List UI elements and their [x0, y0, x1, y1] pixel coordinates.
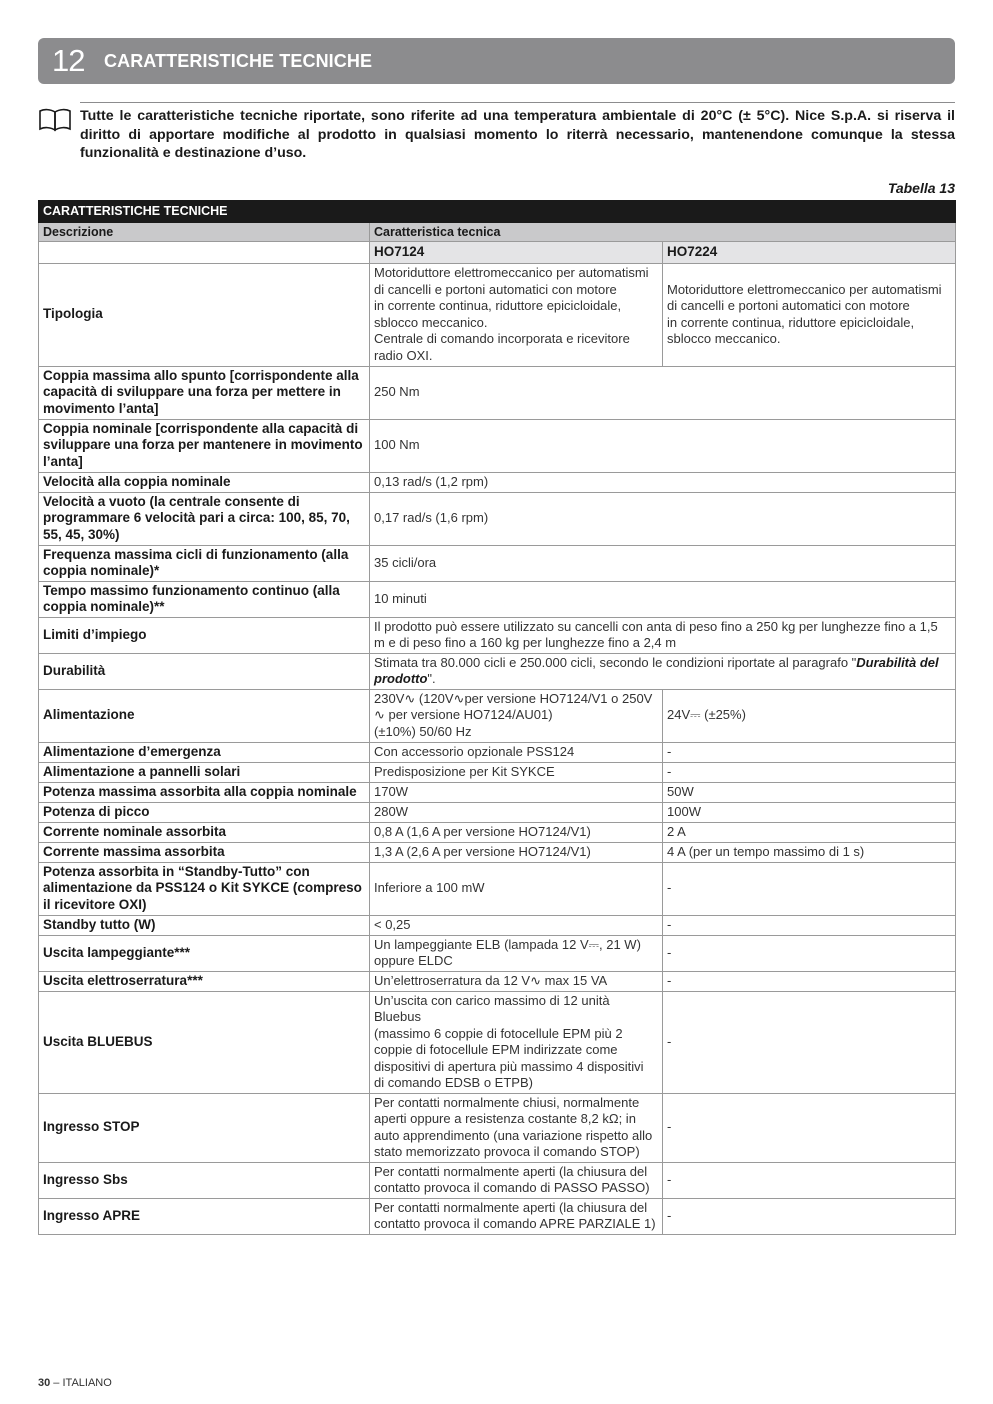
table-row: [39, 991, 956, 1093]
spec-label: Uscita BLUEBUS: [39, 991, 370, 1093]
spec-label: Corrente nominale assorbita: [39, 822, 370, 842]
table-row: [39, 472, 956, 492]
spec-label: Durabilità: [39, 653, 370, 689]
spec-label: Potenza assorbita in “Standby-Tutto” con alimentazione da PSS124 o Kit SYKCE (compreso il ricevitore OXI): [39, 862, 370, 915]
spec-value-ho7224: -: [663, 971, 956, 991]
spec-value-shared: 250 Nm: [370, 366, 956, 419]
spec-value-text: Stimata tra 80.000 cicli e 250.000 cicli, secondo le condizioni riportate al paragrafo ": [374, 654, 857, 670]
table-row: [39, 742, 956, 762]
spec-value-ho7124: 280W: [370, 802, 663, 822]
spec-value-ho7224: -: [663, 762, 956, 782]
column-header-characteristic: Caratteristica tecnica: [370, 222, 956, 242]
table-row: [39, 762, 956, 782]
spec-value-ho7124: Con accessorio opzionale PSS124: [370, 742, 663, 762]
table-row: [39, 842, 956, 862]
column-header-description: Descrizione: [39, 222, 370, 242]
page-number: 30: [38, 1377, 51, 1389]
spec-value-ho7224: 4 A (per un tempo massimo di 1 s): [663, 842, 956, 862]
spec-value-shared: 100 Nm: [370, 419, 956, 472]
spec-value-ho7124: Un’uscita con carico massimo di 12 unità Bluebus (massimo 6 coppie di fotocellule EPM più 2 coppie di fotocellule EPM indirizzate come dispositivi di apertura più massimo 4 dispositivi di comando EDSB o ETPB): [370, 991, 663, 1093]
spec-value-ho7224: 2 A: [663, 822, 956, 842]
spec-value-ho7224: -: [663, 1093, 956, 1162]
table-row: [39, 971, 956, 991]
table-row: [39, 492, 956, 545]
spec-label: Alimentazione: [39, 689, 370, 742]
page-footer: [38, 1377, 112, 1389]
footer-language: ITALIANO: [62, 1377, 112, 1389]
table-caption: Tabella 13: [887, 180, 955, 196]
spec-value-ho7224: -: [663, 1198, 956, 1234]
model-header-ho7124: HO7124: [370, 242, 663, 264]
table-title-row: [39, 201, 956, 223]
table-row: [39, 689, 956, 742]
model-header-blank: [39, 242, 370, 264]
specs-table: [38, 200, 956, 1235]
spec-value-shared: Il prodotto può essere utilizzato su cancelli con anta di peso fino a 250 kg per lunghezze fino a 1,5 m e di peso fino a 160 kg per lunghezze fino a 2,4 m: [370, 617, 956, 653]
table-row: [39, 862, 956, 915]
section-number: 12: [52, 43, 85, 78]
spec-value-shared: 10 minuti: [370, 581, 956, 617]
footer-separator: –: [50, 1377, 63, 1389]
table-row: [39, 1093, 956, 1162]
table-row: [39, 263, 956, 366]
spec-value-shared: 35 cicli/ora: [370, 545, 956, 581]
spec-value-ho7224: -: [663, 991, 956, 1093]
spec-label: Potenza di picco: [39, 802, 370, 822]
spec-value-reference: Durabilità del prodotto: [374, 654, 939, 686]
table-row: [39, 581, 956, 617]
spec-label: Uscita lampeggiante***: [39, 935, 370, 971]
spec-label: Coppia nominale [corrispondente alla capacità di sviluppare una forza per mantenere in movimento l’anta]: [39, 419, 370, 472]
table-row: [39, 366, 956, 419]
spec-label: Uscita elettroserratura***: [39, 971, 370, 991]
spec-value-ho7224: -: [663, 862, 956, 915]
spec-value-ho7124: Predisposizione per Kit SYKCE: [370, 762, 663, 782]
section-header: [38, 38, 955, 84]
spec-label: Limiti d’impiego: [39, 617, 370, 653]
table-row: [39, 545, 956, 581]
spec-label: Ingresso APRE: [39, 1198, 370, 1234]
spec-value-ho7124: Motoriduttore elettromeccanico per automatismi di cancelli e portoni automatici con motore in corrente continua, riduttore epicicloidale, sblocco meccanico. Centrale di comando incorporata e ricevitore radio OXI.: [370, 263, 663, 366]
spec-value-ho7224: -: [663, 935, 956, 971]
spec-value-text: ".: [427, 671, 436, 686]
spec-value-ho7224: Motoriduttore elettromeccanico per automatismi di cancelli e portoni automatici con motore in corrente continua, riduttore epicicloidale, sblocco meccanico.: [663, 263, 956, 366]
section-title: CARATTERISTICHE TECNICHE: [104, 50, 373, 71]
spec-label: Alimentazione d’emergenza: [39, 742, 370, 762]
spec-value-ho7124: 230V∿ (120V∿per versione HO7124/V1 o 250V ∿ per versione HO7124/AU01) (±10%) 50/60 Hz: [370, 689, 663, 742]
spec-value-ho7124: < 0,25: [370, 915, 663, 935]
spec-label: Tempo massimo funzionamento continuo (alla coppia nominale)**: [39, 581, 370, 617]
table-row: [39, 802, 956, 822]
model-header-row: [39, 242, 956, 264]
table-row: [39, 419, 956, 472]
model-header-ho7224: HO7224: [663, 242, 956, 264]
table-header-row: [39, 222, 956, 242]
spec-value-shared: [370, 653, 956, 689]
spec-value-ho7224: 50W: [663, 782, 956, 802]
spec-value-ho7124: Per contatti normalmente chiusi, normalmente aperti oppure a resistenza costante 8,2 kΩ; in auto apprendimento (una variazione rispetto allo stato memorizzato provoca il comando STOP): [370, 1093, 663, 1162]
spec-label: Tipologia: [39, 263, 370, 366]
table-row: [39, 1162, 956, 1198]
note-divider: [80, 102, 955, 103]
spec-label: Alimentazione a pannelli solari: [39, 762, 370, 782]
spec-value-ho7124: 0,8 A (1,6 A per versione HO7124/V1): [370, 822, 663, 842]
spec-value-ho7224: -: [663, 915, 956, 935]
spec-value-ho7224: 100W: [663, 802, 956, 822]
spec-value-ho7224: -: [663, 742, 956, 762]
spec-value-shared: 0,13 rad/s (1,2 rpm): [370, 472, 956, 492]
table-row: [39, 617, 956, 653]
table-row: [39, 915, 956, 935]
spec-label: Standby tutto (W): [39, 915, 370, 935]
spec-value-ho7124: Per contatti normalmente aperti (la chiusura del contatto provoca il comando APRE PARZIALE 1): [370, 1198, 663, 1234]
spec-label: Coppia massima allo spunto [corrispondente alla capacità di sviluppare una forza per mettere in movimento l’anta]: [39, 366, 370, 419]
spec-label: Velocità a vuoto (la centrale consente di programmare 6 velocità pari a circa: 100, 85, 70, 55, 45, 30%): [39, 492, 370, 545]
table-row: [39, 935, 956, 971]
spec-label: Potenza massima assorbita alla coppia nominale: [39, 782, 370, 802]
spec-value-ho7124: 1,3 A (2,6 A per versione HO7124/V1): [370, 842, 663, 862]
spec-value-ho7124: Un’elettroserratura da 12 V∿ max 15 VA: [370, 971, 663, 991]
table-row: [39, 1198, 956, 1234]
spec-value-ho7124: Per contatti normalmente aperti (la chiusura del contatto provoca il comando di PASSO PASSO): [370, 1162, 663, 1198]
table-row: [39, 822, 956, 842]
table-title: CARATTERISTICHE TECNICHE: [39, 201, 956, 223]
spec-value-ho7124: Un lampeggiante ELB (lampada 12 V⎓, 21 W) oppure ELDC: [370, 935, 663, 971]
spec-label: Ingresso Sbs: [39, 1162, 370, 1198]
table-row: [39, 782, 956, 802]
spec-value-ho7124: 170W: [370, 782, 663, 802]
spec-label: Corrente massima assorbita: [39, 842, 370, 862]
spec-value-shared: 0,17 rad/s (1,6 rpm): [370, 492, 956, 545]
spec-value-ho7224: 24V⎓ (±25%): [663, 689, 956, 742]
table-row: [39, 653, 956, 689]
spec-label: Velocità alla coppia nominale: [39, 472, 370, 492]
spec-value-ho7124: Inferiore a 100 mW: [370, 862, 663, 915]
spec-value-ho7224: -: [663, 1162, 956, 1198]
spec-label: Frequenza massima cicli di funzionamento (alla coppia nominale)*: [39, 545, 370, 581]
book-icon: [38, 108, 72, 132]
note-text: Tutte le caratteristiche tecniche riportate, sono riferite ad una temperatura ambientale di 20°C (± 5°C). Nice S.p.A. si riserva il diritto di apportare modifiche al prodotto in qualsiasi momento lo riterrà necessario, mantenendone comunque la stessa funzionalità e destinazione d’uso.: [80, 108, 955, 161]
spec-label: Ingresso STOP: [39, 1093, 370, 1162]
